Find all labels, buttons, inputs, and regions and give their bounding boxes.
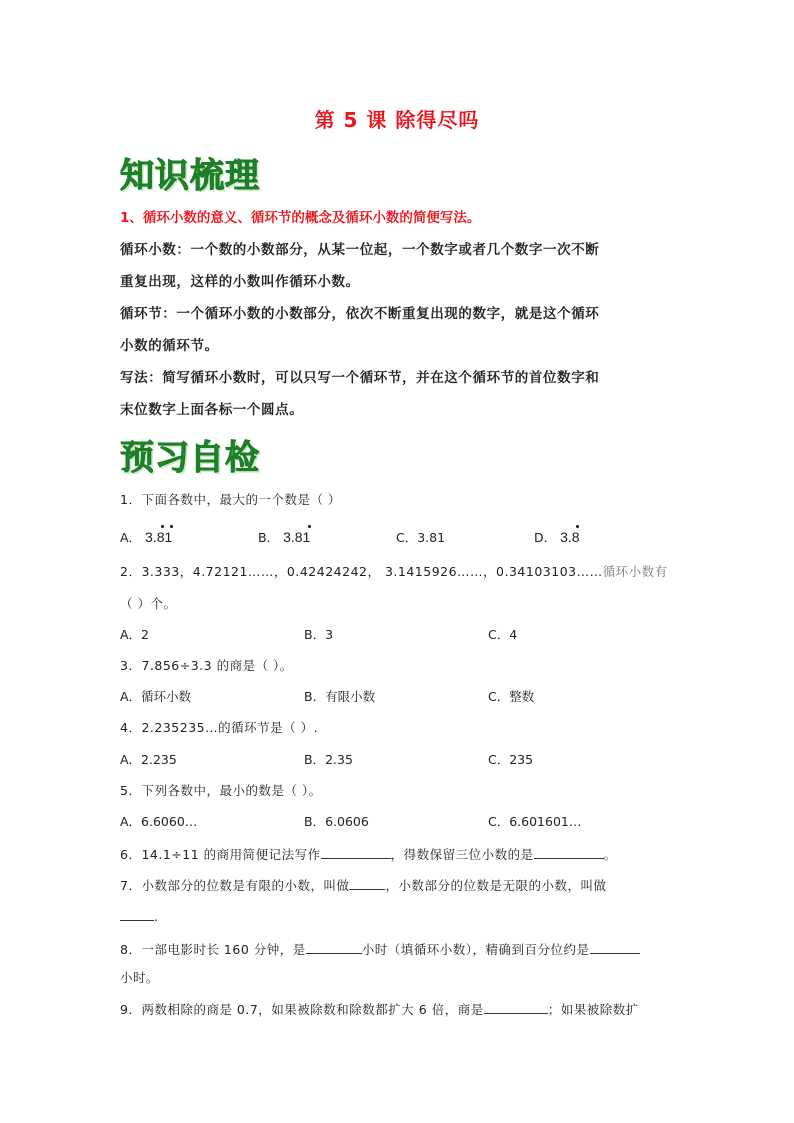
repeat-dot-icon: [308, 525, 311, 528]
question-1-stem: 1．下面各数中，最大的一个数是（ ）: [120, 492, 341, 507]
page-title: 第 5 课 除得尽吗: [314, 108, 480, 132]
option-label: D．: [534, 530, 557, 545]
section-banner-preview: 预习自检: [120, 438, 260, 478]
question-6-part: 。: [603, 847, 617, 862]
q5-option-b: B．6.0606: [304, 814, 369, 829]
question-8-part: 小时（填循环小数），精确到百分位约是: [361, 942, 590, 957]
question-3-stem: 3．7.856÷3.3 的商是（ ）。: [120, 658, 293, 673]
knowledge-line: 循环小数：一个数的小数部分，从某一位起，一个数字或者几个数字一次不断: [120, 242, 600, 258]
answer-blank[interactable]: [590, 941, 640, 954]
question-8: [120, 940, 640, 958]
q2-option-a: A．2: [120, 627, 150, 642]
section-banner-knowledge: 知识梳理: [120, 156, 260, 196]
question-8-part: 8．一部电影时长 160 分钟，是: [120, 942, 306, 957]
question-2-text: 2．3.333，4.72121……，0.42424242， 3.1415926……，0.34103103……: [120, 564, 603, 579]
answer-blank[interactable]: [306, 941, 362, 954]
question-5-stem: 5．下列各数中，最小的数是（ ）。: [120, 783, 322, 798]
q5-option-c: C．6.601601…: [488, 814, 582, 829]
question-6-part: ，得数保留三位小数的是: [390, 847, 534, 862]
question-6: [120, 845, 617, 863]
knowledge-line: 末位数字上面各标一个圆点。: [120, 402, 304, 418]
q1-option-c: C．3.81: [396, 530, 446, 545]
question-7-part: 7．小数部分的位数是有限的小数，叫做: [120, 878, 350, 893]
answer-blank[interactable]: [321, 846, 391, 859]
question-7-part: .: [154, 909, 159, 924]
repeat-dot-icon: [170, 525, 173, 528]
question-7-part: ，小数部分的位数是无限的小数，叫做: [385, 878, 607, 893]
question-7-cont: [120, 908, 158, 924]
repeating-decimal: [560, 529, 579, 545]
knowledge-heading: 1、循环小数的意义、循环节的概念及循环小数的简便写法。: [120, 210, 481, 226]
knowledge-line: 重复出现，这样的小数叫作循环小数。: [120, 274, 360, 290]
question-9-part: 9．两数相除的商是 0.7，如果被除数和除数都扩大 6 倍，商是: [120, 1002, 484, 1017]
answer-blank[interactable]: [120, 908, 154, 921]
question-7: [120, 876, 606, 894]
q4-option-a: A．2.235: [120, 752, 177, 767]
question-4-stem: 4．2.235235…的循环节是（ ）.: [120, 720, 319, 735]
q2-option-c: C．4: [488, 627, 518, 642]
question-6-part: 6．14.1÷11 的商用简便记法写作: [120, 847, 321, 862]
number-value: 3.81: [283, 529, 311, 545]
answer-blank[interactable]: [349, 877, 385, 890]
option-label: B．: [258, 530, 280, 545]
q3-option-b: B．有限小数: [304, 689, 376, 704]
q2-option-b: B．3: [304, 627, 334, 642]
number-value: 3.8: [560, 529, 580, 545]
knowledge-line: 写法：简写循环小数时，可以只写一个循环节，并在这个循环节的首位数字和: [120, 370, 600, 386]
q4-option-c: C．235: [488, 752, 534, 767]
q1-option-a: [120, 528, 172, 546]
number-value: 3.81: [145, 529, 173, 545]
question-2-tail: 循环小数有: [602, 564, 668, 579]
question-2-stem-cont: （ ）个。: [120, 596, 177, 611]
q4-option-b: B．2.35: [304, 752, 353, 767]
question-9: [120, 1000, 639, 1018]
question-2-stem: [120, 562, 668, 580]
repeating-decimal: [145, 529, 172, 545]
repeat-dot-icon: [161, 525, 164, 528]
option-label: A．: [120, 530, 142, 545]
q5-option-a: A．6.6060…: [120, 814, 198, 829]
answer-blank[interactable]: [534, 846, 604, 859]
knowledge-line: 小数的循环节。: [120, 338, 219, 354]
q1-option-b: [258, 528, 310, 546]
repeat-dot-icon: [576, 525, 579, 528]
question-9-part: ；如果被除数扩: [547, 1002, 639, 1017]
knowledge-line: 循环节：一个循环小数的小数部分，依次不断重复出现的数字，就是这个循环: [120, 306, 600, 322]
repeating-decimal: [283, 529, 310, 545]
q3-option-a: A．循环小数: [120, 689, 192, 704]
q3-option-c: C．整数: [488, 689, 535, 704]
q1-option-d: [534, 528, 580, 546]
answer-blank[interactable]: [484, 1001, 548, 1014]
question-8-cont: 小时。: [120, 970, 160, 985]
